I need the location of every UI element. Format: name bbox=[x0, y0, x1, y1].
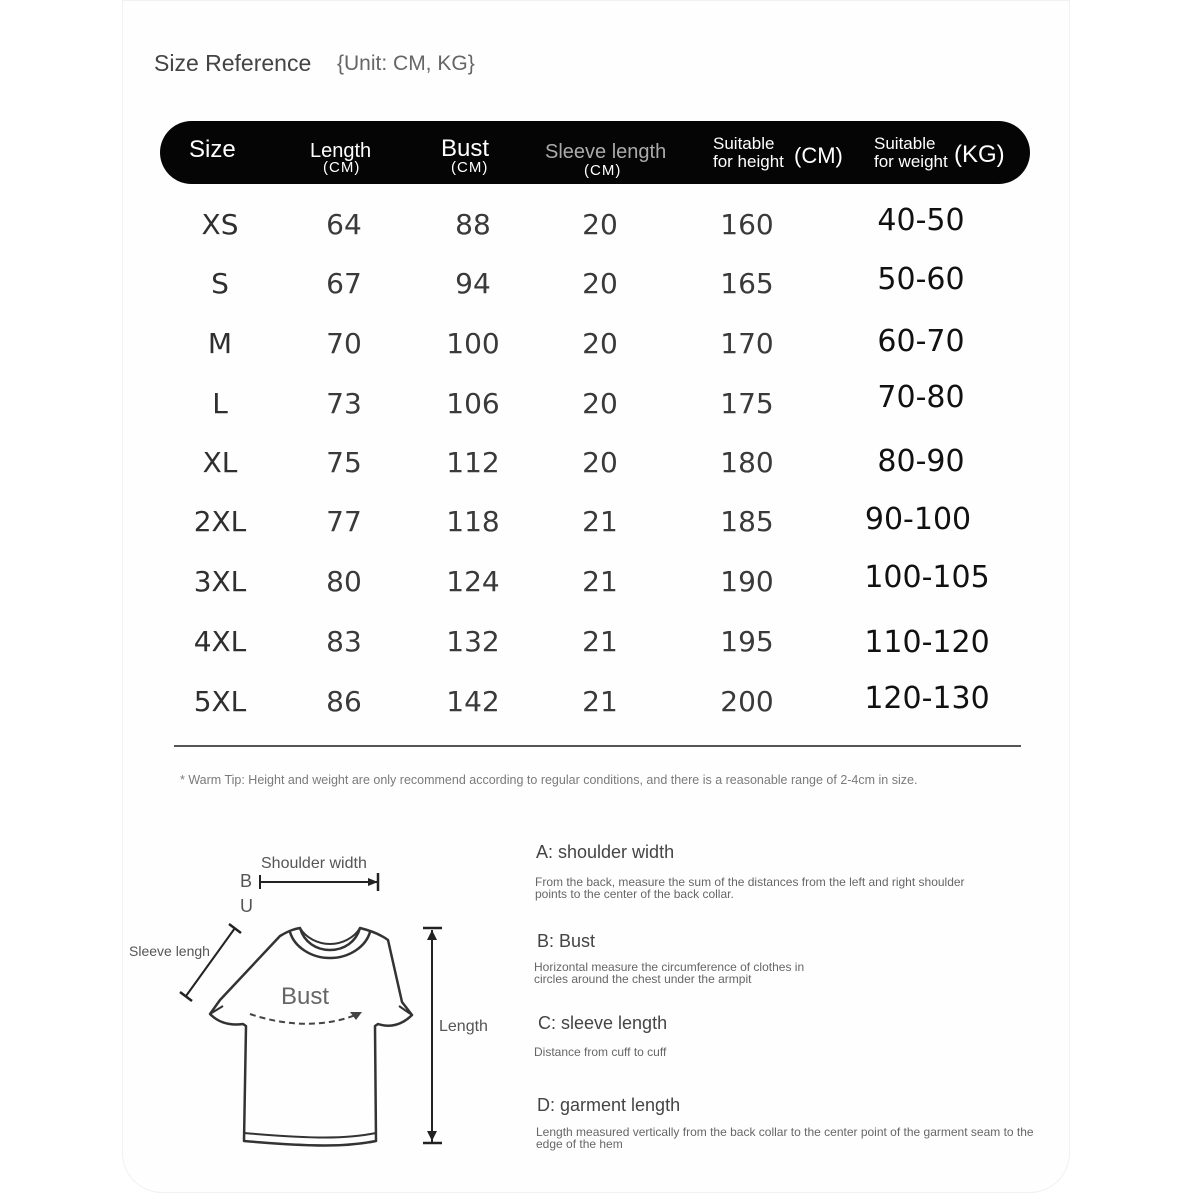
col-size-header: Size bbox=[189, 136, 236, 163]
length-cell: 83 bbox=[326, 625, 362, 658]
shoulder-arrow-head bbox=[368, 878, 378, 886]
size-cell: M bbox=[207, 327, 233, 360]
col-height-header-a: Suitable bbox=[713, 134, 775, 153]
definition-text: From the back, measure the sum of the distances from the left and right shoulder points to the center of the back collar. bbox=[535, 875, 965, 901]
sleeve-arrow-top bbox=[229, 924, 241, 933]
sleeve-cell: 21 bbox=[582, 685, 618, 718]
sleeve-cell: 20 bbox=[582, 446, 618, 479]
bust-cell: 88 bbox=[455, 208, 491, 241]
table-row bbox=[0, 203, 1193, 258]
table-row bbox=[0, 560, 1193, 615]
definition-text: Length measured vertically from the back collar to the center point of the garment seam to the edge of the hem bbox=[536, 1125, 1034, 1151]
weight-cell: 110-120 bbox=[864, 625, 990, 660]
col-weight-header-a: Suitable bbox=[874, 134, 936, 153]
definition-text: Horizontal measure the circumference of clothes in circles around the chest under the armpit bbox=[534, 960, 805, 986]
definition-title: C: sleeve length bbox=[538, 1013, 668, 1033]
table-row bbox=[0, 446, 1193, 496]
shoulder-width-label: Shoulder width bbox=[261, 855, 367, 872]
height-cell: 190 bbox=[720, 565, 774, 598]
height-cell: 200 bbox=[720, 685, 774, 718]
sleeve-arrow-bottom bbox=[180, 992, 192, 1001]
height-cell: 180 bbox=[720, 446, 774, 479]
bust-cell: 132 bbox=[446, 625, 500, 658]
bust-cell: 124 bbox=[446, 565, 500, 598]
sleeve-arrow-line bbox=[186, 928, 235, 996]
sleeve-cell: 20 bbox=[582, 267, 618, 300]
warm-tip: * Warm Tip: Height and weight are only recommend according to regular conditions, and there is a reasonable range of 2-4cm in size. bbox=[180, 773, 918, 787]
weight-cell: 80-90 bbox=[877, 444, 965, 479]
page-title: Size Reference bbox=[154, 50, 312, 76]
size-cell: 2XL bbox=[193, 505, 247, 538]
weight-cell: 40-50 bbox=[877, 203, 965, 238]
length-arrow-head-top bbox=[427, 930, 437, 940]
col-height-unit: (CM) bbox=[794, 143, 843, 168]
col-bust-header: Bust bbox=[441, 135, 490, 162]
size-cell: XL bbox=[202, 446, 238, 479]
table-row bbox=[0, 681, 1193, 735]
col-sleeve-unit: (CM) bbox=[584, 162, 622, 179]
col-height-header-b: for height bbox=[713, 152, 784, 171]
length-cell: 80 bbox=[326, 565, 362, 598]
sleeve-cell: 20 bbox=[582, 387, 618, 420]
unit-note: {Unit: CM, KG} bbox=[337, 52, 475, 75]
bust-cell: 112 bbox=[446, 446, 500, 479]
table-divider bbox=[174, 745, 1021, 747]
size-cell: 4XL bbox=[193, 625, 247, 658]
size-cell: XS bbox=[201, 208, 239, 241]
table-row bbox=[0, 625, 1193, 675]
table-row bbox=[0, 380, 1193, 437]
bust-cell: 118 bbox=[446, 505, 500, 538]
length-label: Length bbox=[439, 1018, 488, 1035]
col-weight-header-b: for weight bbox=[874, 152, 948, 171]
weight-cell: 50-60 bbox=[877, 262, 965, 297]
b-letter: B bbox=[240, 871, 253, 891]
col-weight-unit: (KG) bbox=[954, 141, 1005, 168]
col-sleeve-header: Sleeve length bbox=[545, 141, 667, 163]
size-cell: L bbox=[212, 387, 228, 420]
table-row bbox=[0, 262, 1193, 317]
definition-title: A: shoulder width bbox=[536, 842, 675, 862]
size-cell: S bbox=[211, 267, 229, 300]
height-cell: 195 bbox=[720, 625, 774, 658]
col-length-unit: (CM) bbox=[323, 159, 361, 176]
height-cell: 175 bbox=[720, 387, 774, 420]
length-cell: 70 bbox=[326, 327, 362, 360]
length-cell: 67 bbox=[326, 267, 362, 300]
length-cell: 77 bbox=[326, 505, 362, 538]
definition-title: D: garment length bbox=[537, 1095, 681, 1115]
definition-title: B: Bust bbox=[537, 931, 596, 951]
length-arrow-head-bottom bbox=[427, 1131, 437, 1141]
tshirt-outline bbox=[210, 928, 412, 1146]
weight-cell: 120-130 bbox=[864, 681, 990, 716]
sleeve-cell: 21 bbox=[582, 505, 618, 538]
sleeve-cell: 20 bbox=[582, 208, 618, 241]
size-cell: 3XL bbox=[193, 565, 247, 598]
length-cell: 64 bbox=[326, 208, 362, 241]
tshirt-hem bbox=[244, 1133, 376, 1138]
size-cell: 5XL bbox=[193, 685, 247, 718]
sleeve-length-label: Sleeve lengh bbox=[129, 943, 210, 959]
sleeve-cell: 21 bbox=[582, 565, 618, 598]
weight-cell: 100-105 bbox=[864, 560, 990, 595]
weight-cell: 90-100 bbox=[864, 502, 972, 537]
height-cell: 185 bbox=[720, 505, 774, 538]
length-cell: 86 bbox=[326, 685, 362, 718]
bust-cell: 142 bbox=[446, 685, 500, 718]
weight-cell: 60-70 bbox=[877, 324, 965, 359]
u-letter: U bbox=[240, 896, 253, 916]
sleeve-cell: 21 bbox=[582, 625, 618, 658]
bust-arrow-dashed bbox=[250, 1014, 358, 1024]
height-cell: 165 bbox=[720, 267, 774, 300]
table-row bbox=[0, 324, 1193, 377]
bust-cell: 100 bbox=[446, 327, 500, 360]
table-row bbox=[0, 502, 1193, 555]
table-header bbox=[160, 121, 1030, 184]
definition-text: Distance from cuff to cuff bbox=[534, 1045, 667, 1059]
bust-cell: 106 bbox=[446, 387, 500, 420]
weight-cell: 70-80 bbox=[877, 380, 965, 415]
length-cell: 75 bbox=[326, 446, 362, 479]
sleeve-cell: 20 bbox=[582, 327, 618, 360]
bust-label: Bust bbox=[281, 983, 330, 1010]
height-cell: 160 bbox=[720, 208, 774, 241]
length-cell: 73 bbox=[326, 387, 362, 420]
col-length-header: Length bbox=[310, 140, 372, 162]
col-bust-unit: (CM) bbox=[451, 159, 489, 176]
height-cell: 170 bbox=[720, 327, 774, 360]
bust-cell: 94 bbox=[455, 267, 491, 300]
